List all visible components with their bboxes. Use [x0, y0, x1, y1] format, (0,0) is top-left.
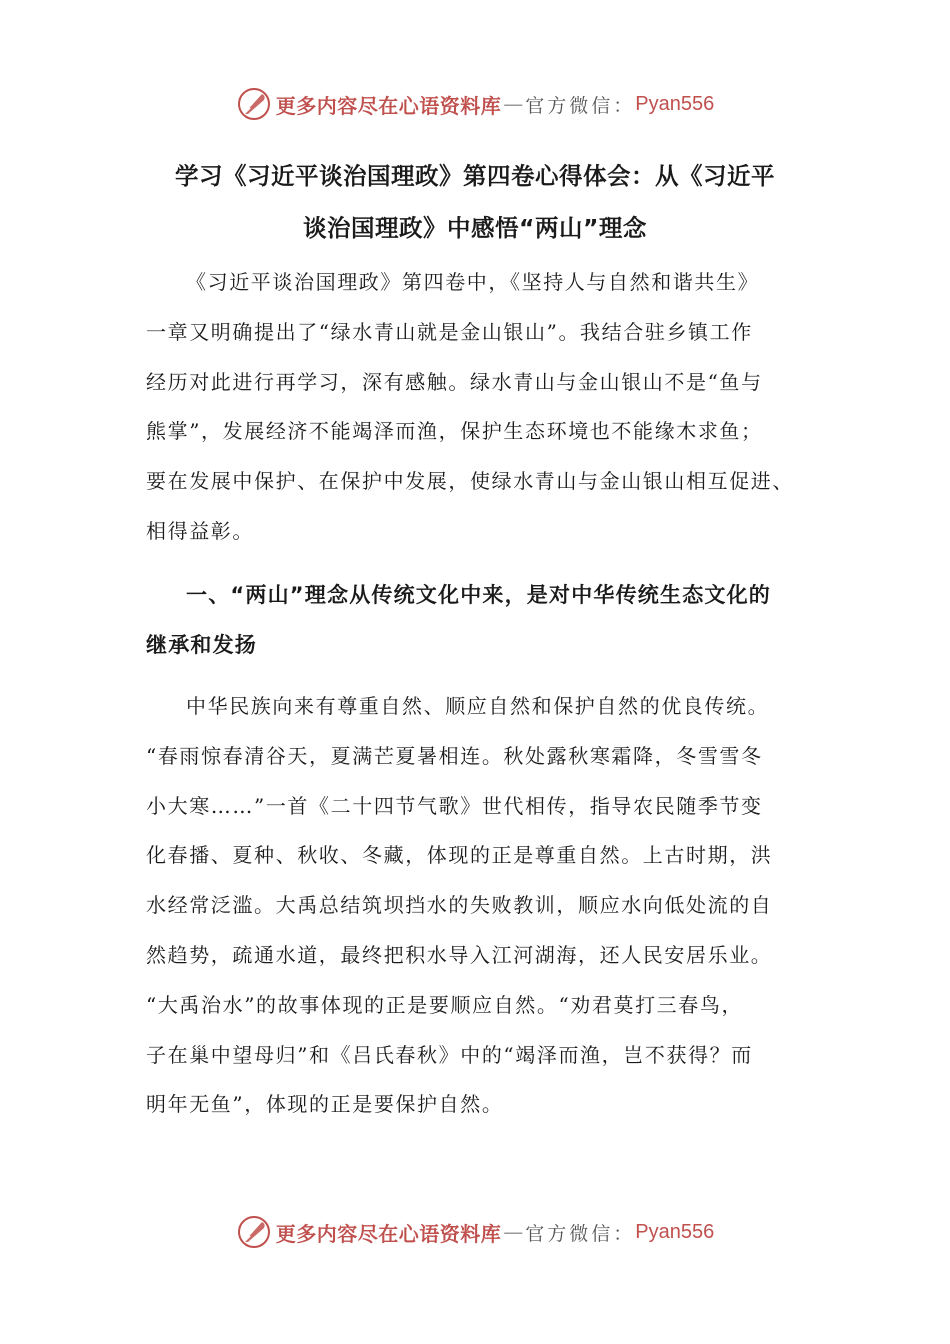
paragraph-line: 明年无鱼”，体现的正是要保护自然。	[146, 1092, 504, 1117]
paragraph-line: 化春播、夏种、秋收、冬藏，体现的正是尊重自然。上古时期，洪	[146, 843, 773, 868]
paragraph-line: 水经常泛滥。大禹总结筑坝挡水的失败教训，顺应水向低处流的自	[146, 893, 773, 918]
paragraph-line: 《习近平谈治国理政》第四卷中，《坚持人与自然和谐共生》	[186, 270, 760, 294]
heading-line: 一、“两山”理念从传统文化中来，是对中华传统生态文化的	[186, 583, 772, 607]
banner-separator: —	[503, 92, 524, 116]
quill-logo-icon	[236, 86, 272, 122]
header-banner	[0, 84, 950, 124]
paragraph-line: 子在巢中望母归”和《吕氏春秋》中的“竭泽而渔，岂不获得？而	[146, 1042, 753, 1067]
footer-banner	[0, 1212, 950, 1252]
paragraph-line: “春雨惊春清谷天，夏满芒夏暑相连。秋处露秋寒霜降，冬雪雪冬	[146, 743, 763, 768]
paragraph-line: 相得益彰。	[146, 518, 254, 543]
paragraph-line: 小大寒……”一首《二十四节气歌》世代相传，指导农民随季节变	[146, 793, 763, 818]
banner-sub-text: 官方微信：	[525, 1222, 636, 1245]
paragraph-line: 要在发展中保护、在保护中发展，使绿水青山与金山银山相互促进、	[146, 469, 794, 494]
paragraph-line: “大禹治水”的故事体现的正是要顺应自然。“劝君莫打三春鸟，	[146, 992, 744, 1017]
banner-wechat-id: Pyan556	[635, 1220, 715, 1243]
title-line: 学习《习近平谈治国理政》第四卷心得体会：从《习近平	[175, 162, 775, 190]
paragraph-line: 熊掌”，发展经济不能竭泽而渔，保护生态环境也不能缘木求鱼；	[146, 419, 763, 444]
banner-wechat-id: Pyan556	[635, 92, 715, 115]
paragraph-line: 然趋势，疏通水道，最终把积水导入江河湖海，还人民安居乐业。	[146, 942, 773, 967]
quill-logo-icon	[236, 1214, 272, 1250]
intro-paragraph	[146, 258, 818, 557]
paragraph-line: 一章又明确提出了“绿水青山就是金山银山”。我结合驻乡镇工作	[146, 319, 753, 344]
banner-main-text: 更多内容尽在心语资料库	[275, 1221, 502, 1246]
banner-separator: —	[503, 1220, 524, 1244]
section-heading	[146, 570, 818, 670]
banner-main-text: 更多内容尽在心语资料库	[275, 93, 502, 118]
heading-line: 继承和发扬	[146, 633, 257, 657]
paragraph-line: 中华民族向来有尊重自然、顺应自然和保护自然的优良传统。	[186, 694, 770, 718]
title-line: 谈治国理政》中感悟“两山”理念	[303, 214, 647, 242]
paragraph-line: 经历对此进行再学习，深有感触。绿水青山与金山银山不是“鱼与	[146, 369, 763, 394]
section-paragraph	[146, 682, 818, 1130]
banner-sub-text: 官方微信：	[525, 94, 636, 117]
document-title	[140, 150, 810, 254]
